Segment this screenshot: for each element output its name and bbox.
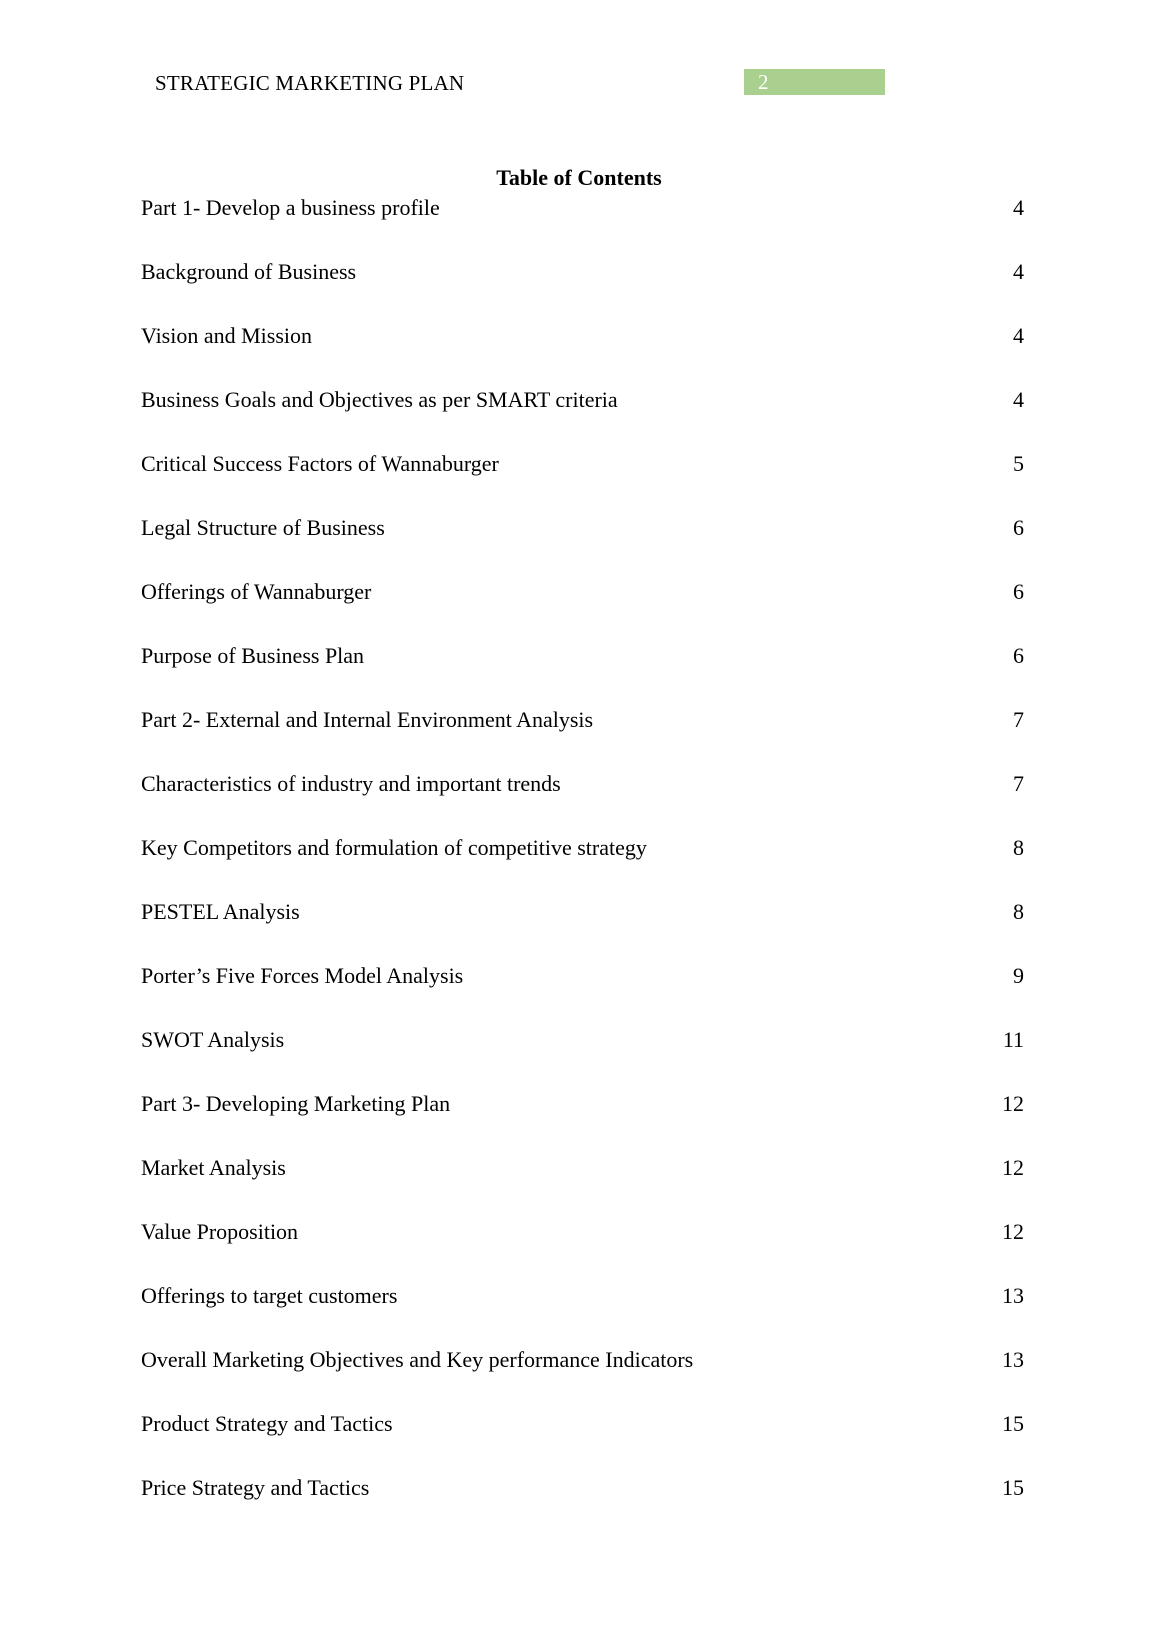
toc-entry-page: 12 — [1002, 1091, 1024, 1116]
table-of-contents — [141, 193, 1024, 1537]
toc-entry[interactable] — [141, 705, 1024, 769]
toc-entry-page: 7 — [1013, 707, 1024, 732]
toc-entry-label: Value Proposition — [141, 1219, 299, 1244]
toc-entry[interactable] — [141, 1217, 1024, 1281]
toc-entry-label: Vision and Mission — [141, 323, 313, 348]
toc-entry[interactable] — [141, 897, 1024, 961]
toc-entry-page: 4 — [1013, 323, 1024, 348]
toc-entry-label: Offerings of Wannaburger — [141, 579, 372, 604]
toc-entry-label: Overall Marketing Objectives and Key performance Indicators — [141, 1347, 694, 1372]
toc-entry-label: SWOT Analysis — [141, 1027, 285, 1052]
toc-entry[interactable] — [141, 385, 1024, 449]
toc-entry[interactable] — [141, 1153, 1024, 1217]
toc-entry-label: Part 2- External and Internal Environment Analysis — [141, 707, 594, 732]
toc-entry-page: 13 — [1002, 1283, 1024, 1308]
toc-entry-label: PESTEL Analysis — [141, 899, 300, 924]
toc-entry[interactable] — [141, 513, 1024, 577]
toc-entry-label: Part 1- Develop a business profile — [141, 195, 440, 220]
toc-entry[interactable] — [141, 257, 1024, 321]
toc-entry[interactable] — [141, 769, 1024, 833]
toc-entry[interactable] — [141, 1025, 1024, 1089]
running-head-title: STRATEGIC MARKETING PLAN — [155, 71, 465, 95]
toc-entry-page: 6 — [1013, 515, 1024, 540]
toc-entry-label: Product Strategy and Tactics — [141, 1411, 393, 1436]
toc-entry[interactable] — [141, 1473, 1024, 1537]
toc-entry-label: Purpose of Business Plan — [141, 643, 365, 668]
toc-entry-page: 9 — [1013, 963, 1024, 988]
toc-entry-label: Business Goals and Objectives as per SMART criteria — [141, 387, 618, 412]
toc-entry-page: 8 — [1013, 899, 1024, 924]
toc-entry-page: 8 — [1013, 835, 1024, 860]
toc-entry-label: Background of Business — [141, 259, 357, 284]
toc-entry[interactable] — [141, 1281, 1024, 1345]
toc-entry-label: Part 3- Developing Marketing Plan — [141, 1091, 451, 1116]
toc-entry[interactable] — [141, 833, 1024, 897]
toc-entry-page: 12 — [1002, 1219, 1024, 1244]
toc-entry[interactable] — [141, 961, 1024, 1025]
toc-entry-page: 11 — [1002, 1027, 1024, 1052]
toc-entry-page: 6 — [1013, 579, 1024, 604]
toc-entry[interactable] — [141, 1409, 1024, 1473]
toc-entry-label: Characteristics of industry and important trends — [141, 771, 561, 796]
toc-entry[interactable] — [141, 449, 1024, 513]
toc-entry[interactable] — [141, 1345, 1024, 1409]
page-number: 2 — [744, 69, 885, 95]
toc-entry-label: Porter’s Five Forces Model Analysis — [141, 963, 464, 988]
toc-entry-label: Market Analysis — [141, 1155, 286, 1180]
toc-entry-label: Price Strategy and Tactics — [141, 1475, 370, 1500]
page-header — [155, 69, 885, 97]
toc-entry-page: 12 — [1002, 1155, 1024, 1180]
toc-entry-label: Key Competitors and formulation of competitive strategy — [141, 835, 647, 860]
toc-entry-label: Offerings to target customers — [141, 1283, 398, 1308]
toc-entry[interactable] — [141, 193, 1024, 257]
toc-entry-label: Critical Success Factors of Wannaburger — [141, 451, 499, 476]
toc-entry-page: 4 — [1013, 387, 1024, 412]
toc-entry[interactable] — [141, 577, 1024, 641]
toc-entry-page: 15 — [1002, 1475, 1024, 1500]
toc-entry-page: 5 — [1013, 451, 1024, 476]
toc-entry[interactable] — [141, 321, 1024, 385]
toc-entry[interactable] — [141, 641, 1024, 705]
toc-entry-label: Legal Structure of Business — [141, 515, 385, 540]
toc-entry-page: 4 — [1013, 259, 1024, 284]
toc-entry-page: 4 — [1013, 195, 1024, 220]
toc-entry-page: 7 — [1013, 771, 1024, 796]
toc-entry-page: 6 — [1013, 643, 1024, 668]
toc-heading: Table of Contents — [496, 165, 662, 190]
toc-entry-page: 13 — [1002, 1347, 1024, 1372]
toc-entry-page: 15 — [1002, 1411, 1024, 1436]
toc-entry[interactable] — [141, 1089, 1024, 1153]
